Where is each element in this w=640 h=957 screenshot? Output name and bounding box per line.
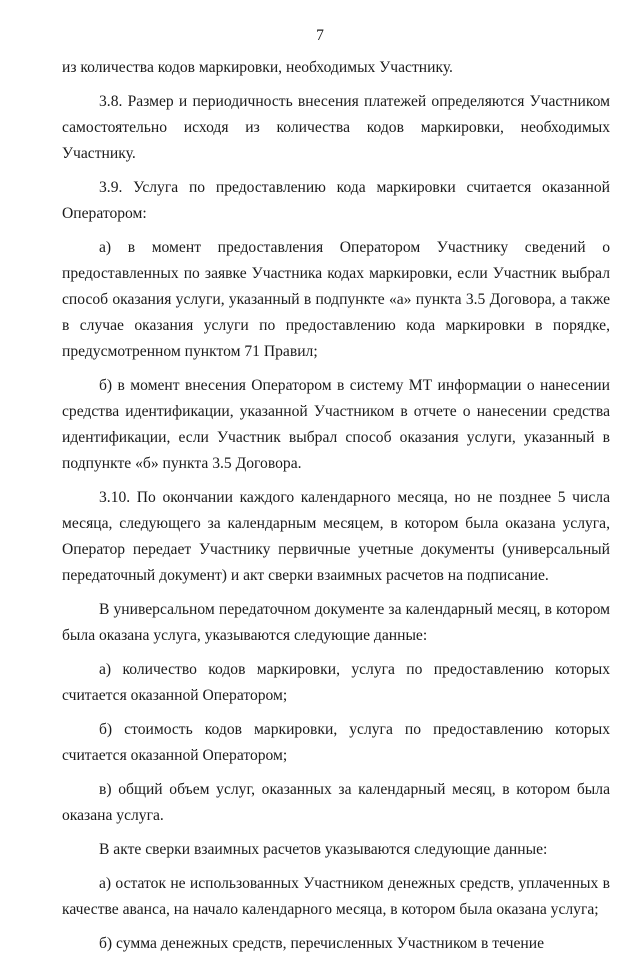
paragraph-continuation: из количества кодов маркировки, необходимых Участнику.: [62, 59, 453, 76]
page-number: 7: [316, 27, 324, 44]
document-body: [62, 55, 610, 957]
paragraph-upd-v: в) общий объем услуг, оказанных за календарный месяц, в котором была оказана услуга.: [62, 781, 610, 824]
paragraph-3-9-a: а) в момент предоставления Оператором Участнику сведений о предоставленных по заявке Участника кодах маркировки, если Участник выбрал способ оказания услуги, указанный в подпункте «а» пункта 3.5 Договора, а также в случае оказания услуги по предоставлению кода маркировки в порядке, предусмотренном пунктом 71 Правил;: [62, 239, 610, 360]
paragraph-3-9: 3.9. Услуга по предоставлению кода маркировки считается оказанной Оператором:: [62, 179, 610, 222]
paragraph-3-9-b: б) в момент внесения Оператором в систему МТ информации о нанесении средства идентификации, указанной Участником в отчете о нанесении средства идентификации, если Участник выбрал способ оказания услуги, указанный в подпункте «б» пункта 3.5 Договора.: [62, 377, 610, 472]
paragraph-3-8: 3.8. Размер и периодичность внесения платежей определяются Участником самостоятельно исходя из количества кодов маркировки, необходимых Участнику.: [62, 93, 610, 162]
paragraph-upd-b: б) стоимость кодов маркировки, услуга по предоставлению которых считается оказанной Оператором;: [62, 721, 610, 764]
paragraph-upd-a: а) количество кодов маркировки, услуга по предоставлению которых считается оказанной Оператором;: [62, 661, 610, 704]
paragraph-act-b: б) сумма денежных средств, перечисленных Участником в течение: [99, 935, 544, 952]
paragraph-act-intro: В акте сверки взаимных расчетов указываются следующие данные:: [99, 841, 548, 858]
paragraph-3-10: 3.10. По окончании каждого календарного месяца, но не позднее 5 числа месяца, следующего за календарным месяцем, в котором была оказана услуга, Оператор передает Участнику первичные учетные документы (универсальный передаточный документ) и акт сверки взаимных расчетов на подписание.: [62, 489, 610, 584]
paragraph-act-a: а) остаток не использованных Участником денежных средств, уплаченных в качестве аванса, на начало календарного месяца, в котором была оказана услуга;: [62, 875, 610, 918]
paragraph-upd-intro: В универсальном передаточном документе за календарный месяц, в котором была оказана услуга, указываются следующие данные:: [62, 601, 610, 644]
